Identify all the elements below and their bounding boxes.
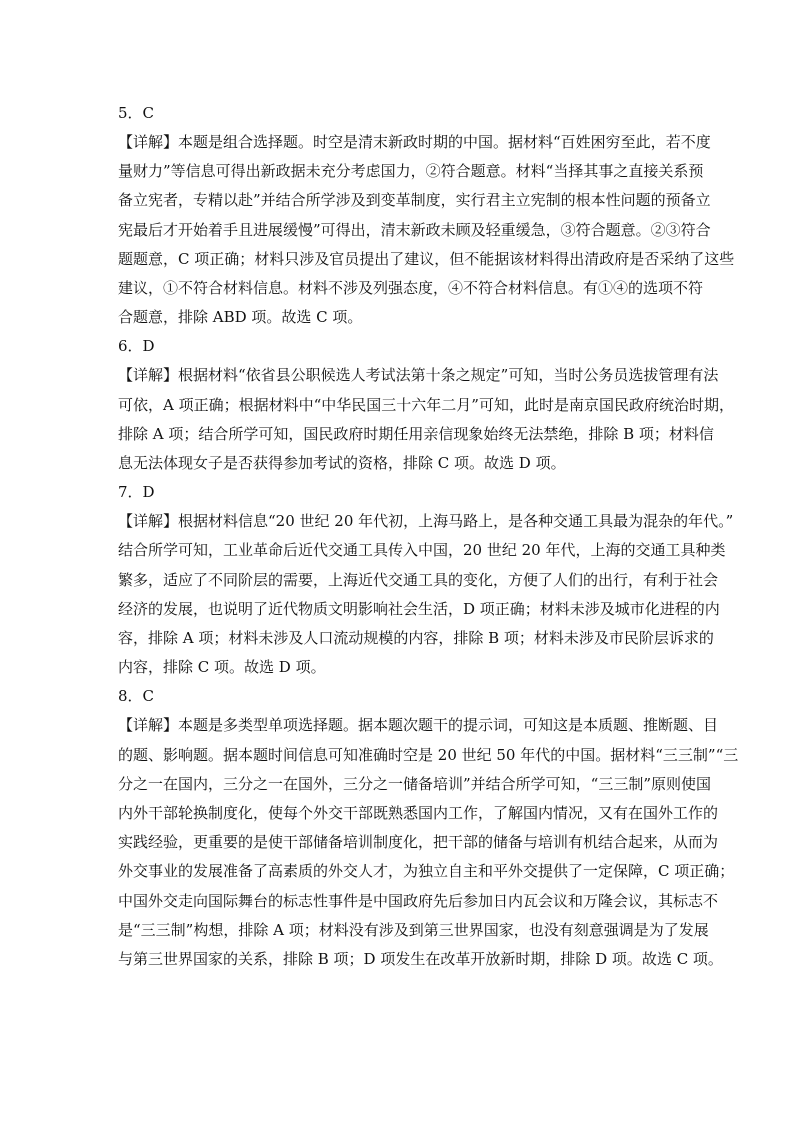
explanation-line-text: 经济的发展，也说明了近代物质文明影响社会生活，D 项正确；材料未涉及城市化进程的内 xyxy=(118,599,720,618)
question-number: 5．C xyxy=(118,104,155,122)
explanation-line xyxy=(118,916,709,945)
question-number: 6．D xyxy=(118,337,155,356)
explanation-line-text: 宪最后才开始着手且进展缓慢”可得出，清末新政未顾及轻重缓急，③符合题意。②③符合 xyxy=(118,220,711,239)
answer-list xyxy=(118,99,794,974)
explanation-text xyxy=(118,128,735,332)
explanation-line-text: 分之一在国内，三分之一在国外，三分之一储备培训”并结合所学可知，“三三制”原则使国 xyxy=(118,774,712,793)
explanation-line xyxy=(118,449,678,478)
explanation-line xyxy=(118,391,734,420)
explanation-line xyxy=(118,216,711,245)
explanation-line-text: 题题意，C 项正确；材料只涉及官员提出了建议，但不能据该材料得出清政府是否采纳了这些 xyxy=(118,249,735,268)
explanation-line-text: 中国外交走向国际舞台的标志性事件是中国政府先后参加日内瓦会议和万隆会议，其标志不 xyxy=(118,891,719,910)
explanation-line xyxy=(118,361,719,390)
answer-item xyxy=(118,682,794,974)
explanation-line xyxy=(118,536,726,565)
explanation-line-text: 量财力”等信息可得出新政据未充分考虑国力，②符合题意。材料“当择其事之直接关系预 xyxy=(118,162,704,181)
explanation-line-text: 合题意，排除 ABD 项。故选 C 项。 xyxy=(118,308,363,327)
explanation-line-text: 本题是组合选择题。时空是清末新政时期的中国。据材料“百姓困穷至此，若不度 xyxy=(178,133,711,151)
answer-item xyxy=(118,478,794,682)
question-number: 7．D xyxy=(118,483,155,502)
explanation-line xyxy=(118,741,739,770)
explanation-line xyxy=(118,566,719,595)
detail-tag: 【详解】 xyxy=(118,716,179,735)
explanation-line xyxy=(118,507,734,536)
answer-item xyxy=(118,332,794,478)
explanation-line xyxy=(118,420,714,449)
explanation-line xyxy=(118,303,678,332)
explanation-line-text: 内外干部轮换制度化，使每个外交干部既熟悉国内工作，了解国内情况，又有在国外工作的 xyxy=(118,804,719,823)
explanation-line-text: 可依，A 项正确；根据材料中“中华民国三十六年二月”可知，此时是南京国民政府统治时期， xyxy=(118,395,734,414)
detail-tag: 【详解】 xyxy=(118,512,179,531)
explanation-line-text: 根据材料“依省县公职候选人考试法第十条之规定”可知，当时公务员选拔管理有法 xyxy=(178,366,719,385)
explanation-line-text: 本题是多类型单项选择题。据本题次题干的提示词，可知这是本质题、推断题、目 xyxy=(178,716,719,735)
explanation-line xyxy=(118,245,735,274)
explanation-text xyxy=(118,711,739,974)
explanation-line xyxy=(118,887,719,916)
explanation-line-text: 根据材料信息“20 世纪 20 年代初，上海马路上，是各种交通工具最为混杂的年代。” xyxy=(178,512,734,531)
explanation-line xyxy=(118,799,719,828)
explanation-line xyxy=(118,770,712,799)
explanation-line-text: 排除 A 项；结合所学可知，国民政府时期任用亲信现象始终无法禁绝，排除 B 项；材料信 xyxy=(118,424,714,443)
explanation-line-text: 建议，①不符合材料信息。材料不涉及列强态度，④不符合材料信息。有①④的选项不符 xyxy=(118,279,704,298)
explanation-line xyxy=(118,157,704,186)
detail-tag: 【详解】 xyxy=(118,366,179,385)
explanation-line xyxy=(118,128,711,157)
explanation-line xyxy=(118,624,714,653)
explanation-text xyxy=(118,507,734,682)
explanation-line xyxy=(118,828,719,857)
explanation-text xyxy=(118,361,734,478)
explanation-line-text: 实践经验，更重要的是使干部储备培训制度化，把干部的储备与培训有机结合起来，从而为 xyxy=(118,833,719,852)
explanation-line-text: 结合所学可知，工业革命后近代交通工具传入中国，20 世纪 20 年代，上海的交通工具种类 xyxy=(118,541,726,560)
explanation-line xyxy=(118,711,719,740)
explanation-line-text: 繁多，适应了不同阶层的需要，上海近代交通工具的变化，方便了人们的出行，有利于社会 xyxy=(118,570,719,589)
explanation-line xyxy=(118,857,735,886)
explanation-line-text: 息无法体现女子是否获得参加考试的资格，排除 C 项。故选 D 项。 xyxy=(118,454,566,473)
explanation-line-text: 容，排除 A 项；材料未涉及人口流动规模的内容，排除 B 项；材料未涉及市民阶层诉求的 xyxy=(118,629,714,648)
explanation-line-text: 是“三三制”构想，排除 A 项；材料没有涉及到第三世界国家，也没有刻意强调是为了发展 xyxy=(118,920,709,939)
answer-item xyxy=(118,99,794,332)
explanation-line xyxy=(118,945,723,974)
explanation-line-text: 的题、影响题。据本题时间信息可知准确时空是 20 世纪 50 年代的中国。据材料“三三制”“三 xyxy=(118,745,739,764)
explanation-line xyxy=(118,653,678,682)
explanation-line-text: 内容，排除 C 项。故选 D 项。 xyxy=(118,658,326,677)
explanation-line-text: 备立宪者，专精以赴”并结合所学涉及到变革制度，实行君主立宪制的根本性问题的预备立 xyxy=(118,191,711,210)
detail-tag: 【详解】 xyxy=(118,133,179,151)
explanation-line-text: 与第三世界国家的关系，排除 B 项；D 项发生在改革开放新时期，排除 D 项。故选 C 项。 xyxy=(118,950,723,969)
explanation-line xyxy=(118,595,720,624)
explanation-line xyxy=(118,186,711,215)
question-number: 8．C xyxy=(118,687,155,706)
explanation-line xyxy=(118,274,704,303)
explanation-line-text: 外交事业的发展准备了高素质的外交人才，为独立自主和平外交提供了一定保障，C 项正确； xyxy=(118,862,735,881)
